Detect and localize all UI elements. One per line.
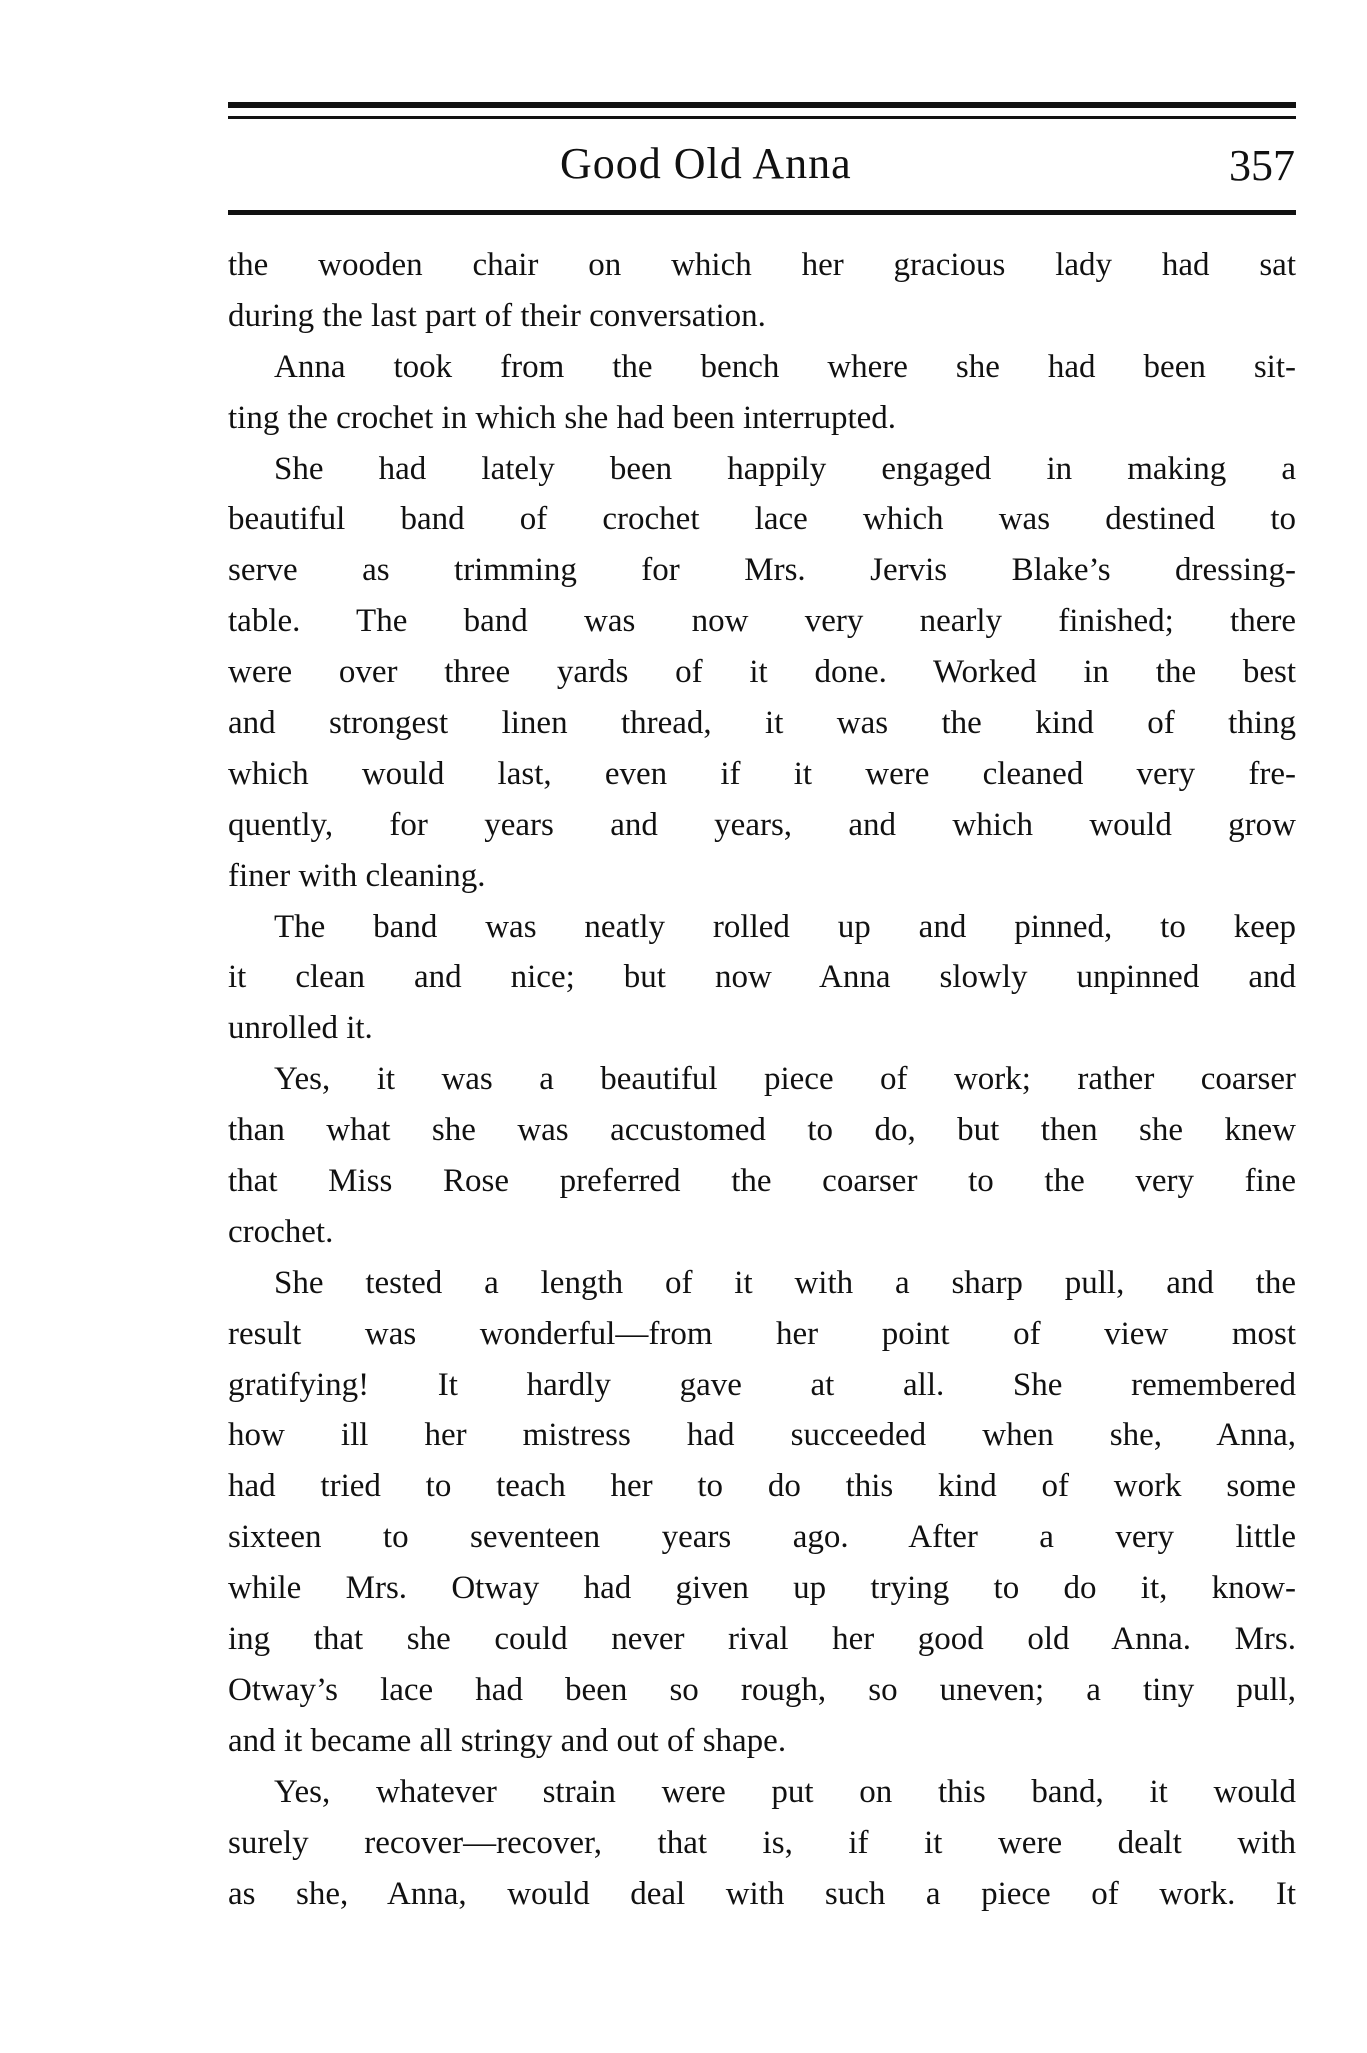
text-line: quently, for years and years, and which would grow [228, 806, 1296, 843]
text-line: The band was neatly rolled up and pinned, to keep [274, 908, 1296, 945]
text-line: beautiful band of crochet lace which was destined to [228, 501, 1296, 538]
text-line: which would last, even if it were cleaned very fre- [228, 755, 1296, 792]
text-line: the wooden chair on which her gracious lady had sat [228, 247, 1296, 283]
text-line: surely recover—recover, that is, if it were dealt with [228, 1824, 1296, 1861]
text-line: crochet. [228, 1213, 334, 1250]
text-line: Otway’s lace had been so rough, so uneven; a tiny pull, [228, 1671, 1296, 1708]
body-text [228, 240, 1296, 1919]
text-line: result was wonderful—from her point of view most [228, 1315, 1296, 1352]
text-line: Yes, whatever strain were put on this band, it would [274, 1773, 1296, 1810]
text-line: sixteen to seventeen years ago. After a very little [228, 1519, 1296, 1556]
text-line: were over three yards of it done. Worked in the best [228, 654, 1296, 691]
text-line: had tried to teach her to do this kind of work some [228, 1468, 1296, 1505]
text-line: Anna took from the bench where she had been sit- [274, 348, 1296, 385]
text-line: and strongest linen thread, it was the kind of thing [228, 705, 1296, 742]
text-line: than what she was accustomed to do, but then she knew [228, 1112, 1296, 1149]
header-bottom-rule [228, 210, 1296, 215]
text-line: unrolled it. [228, 1010, 373, 1047]
running-title: Good Old Anna [560, 139, 852, 188]
text-line: it clean and nice; but now Anna slowly unpinned and [228, 959, 1296, 996]
text-line: table. The band was now very nearly finished; there [228, 603, 1296, 640]
text-line: and it became all stringy and out of shape. [228, 1722, 787, 1759]
text-line: as she, Anna, would deal with such a piece of work. It [228, 1875, 1296, 1912]
text-line: ing that she could never rival her good old Anna. Mrs. [228, 1621, 1296, 1658]
header-top-thin-rule [228, 116, 1296, 119]
text-line: ting the crochet in which she had been interrupted. [228, 399, 897, 436]
text-line: that Miss Rose preferred the coarser to the very fine [228, 1163, 1296, 1200]
header-top-thick-rule [228, 102, 1296, 108]
text-line: how ill her mistress had succeeded when she, Anna, [228, 1417, 1296, 1454]
text-line: She tested a length of it with a sharp pull, and the [274, 1264, 1296, 1301]
text-line: serve as trimming for Mrs. Jervis Blake’s dressing- [228, 552, 1296, 589]
text-line: while Mrs. Otway had given up trying to do it, know- [228, 1570, 1296, 1607]
text-line: during the last part of their conversation. [228, 297, 766, 334]
page-number: 357 [1229, 141, 1295, 190]
text-line: gratifying! It hardly gave at all. She remembered [228, 1366, 1296, 1403]
text-line: finer with cleaning. [228, 857, 486, 894]
text-line: She had lately been happily engaged in making a [274, 450, 1296, 487]
text-line: Yes, it was a beautiful piece of work; rather coarser [274, 1061, 1296, 1098]
